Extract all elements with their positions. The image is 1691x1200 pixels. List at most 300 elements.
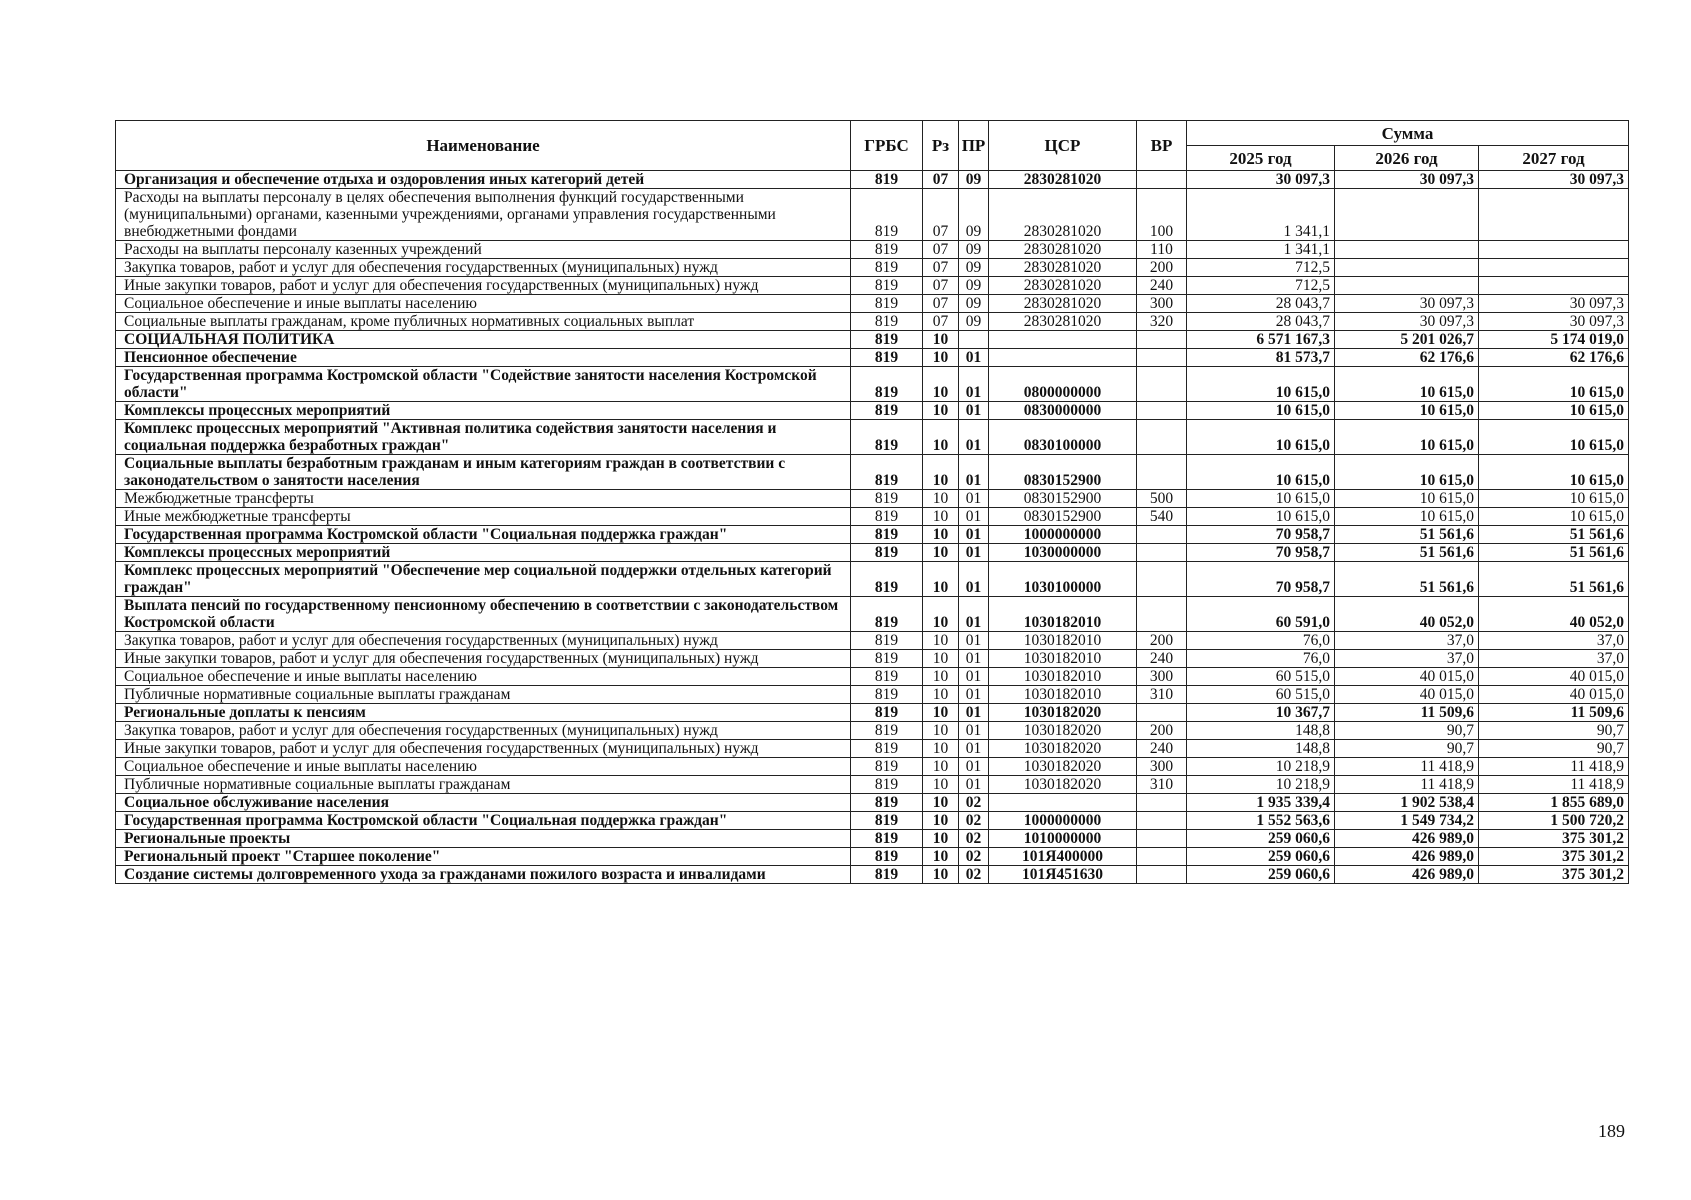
cell-sum-2027: 30 097,3 <box>1479 171 1629 189</box>
cell-rz: 10 <box>923 490 959 508</box>
cell-name: Государственная программа Костромской области "Содействие занятости населения Костромской области" <box>116 367 851 402</box>
cell-csr <box>989 331 1137 349</box>
header-year-2025: 2025 год <box>1187 146 1335 171</box>
cell-name: Комплекс процессных мероприятий "Обеспечение мер социальной поддержки отдельных категорий граждан" <box>116 562 851 597</box>
cell-pr: 01 <box>959 776 989 794</box>
cell-pr: 01 <box>959 597 989 632</box>
cell-sum-2027: 10 615,0 <box>1479 490 1629 508</box>
cell-pr: 09 <box>959 189 989 241</box>
cell-vr: 110 <box>1137 241 1187 259</box>
cell-sum-2027: 375 301,2 <box>1479 848 1629 866</box>
cell-sum-2025: 6 571 167,3 <box>1187 331 1335 349</box>
cell-sum-2026: 51 561,6 <box>1335 544 1479 562</box>
cell-grbs: 819 <box>851 490 923 508</box>
cell-rz: 10 <box>923 349 959 367</box>
cell-sum-2027: 10 615,0 <box>1479 420 1629 455</box>
cell-sum-2027: 40 015,0 <box>1479 686 1629 704</box>
cell-rz: 10 <box>923 455 959 490</box>
cell-grbs: 819 <box>851 189 923 241</box>
cell-csr: 2830281020 <box>989 259 1137 277</box>
header-name: Наименование <box>116 121 851 171</box>
cell-rz: 10 <box>923 812 959 830</box>
cell-csr: 2830281020 <box>989 295 1137 313</box>
cell-name: Социальные выплаты гражданам, кроме публичных нормативных социальных выплат <box>116 313 851 331</box>
cell-sum-2025: 10 218,9 <box>1187 776 1335 794</box>
cell-sum-2025: 10 615,0 <box>1187 508 1335 526</box>
cell-grbs: 819 <box>851 295 923 313</box>
cell-csr: 2830281020 <box>989 189 1137 241</box>
cell-grbs: 819 <box>851 313 923 331</box>
cell-csr: 101Я400000 <box>989 848 1137 866</box>
table-row <box>116 776 1629 794</box>
cell-vr: 200 <box>1137 722 1187 740</box>
cell-sum-2026: 30 097,3 <box>1335 313 1479 331</box>
cell-vr <box>1137 367 1187 402</box>
cell-sum-2025: 10 615,0 <box>1187 455 1335 490</box>
cell-sum-2027: 11 418,9 <box>1479 776 1629 794</box>
cell-grbs: 819 <box>851 562 923 597</box>
cell-sum-2026: 11 418,9 <box>1335 758 1479 776</box>
header-sum: Сумма <box>1187 121 1629 146</box>
cell-grbs: 819 <box>851 171 923 189</box>
cell-sum-2027: 1 500 720,2 <box>1479 812 1629 830</box>
cell-pr: 01 <box>959 632 989 650</box>
header-rz: Рз <box>923 121 959 171</box>
table-row <box>116 241 1629 259</box>
cell-rz: 07 <box>923 189 959 241</box>
header-year-2027: 2027 год <box>1479 146 1629 171</box>
cell-csr: 1030182020 <box>989 722 1137 740</box>
cell-sum-2027: 37,0 <box>1479 632 1629 650</box>
header-year-2026: 2026 год <box>1335 146 1479 171</box>
cell-pr: 09 <box>959 277 989 295</box>
cell-csr <box>989 794 1137 812</box>
cell-vr <box>1137 794 1187 812</box>
cell-name: Закупка товаров, работ и услуг для обеспечения государственных (муниципальных) нужд <box>116 722 851 740</box>
cell-sum-2025: 1 552 563,6 <box>1187 812 1335 830</box>
header-csr: ЦСР <box>989 121 1137 171</box>
cell-vr <box>1137 866 1187 884</box>
cell-sum-2027: 10 615,0 <box>1479 402 1629 420</box>
cell-sum-2026 <box>1335 277 1479 295</box>
cell-rz: 10 <box>923 508 959 526</box>
cell-rz: 10 <box>923 794 959 812</box>
table-row <box>116 277 1629 295</box>
cell-rz: 10 <box>923 562 959 597</box>
table-row <box>116 544 1629 562</box>
table-row <box>116 490 1629 508</box>
cell-csr: 0830000000 <box>989 402 1137 420</box>
table-row <box>116 830 1629 848</box>
cell-name: Государственная программа Костромской области "Социальная поддержка граждан" <box>116 526 851 544</box>
cell-rz: 10 <box>923 740 959 758</box>
cell-vr <box>1137 848 1187 866</box>
cell-name: СОЦИАЛЬНАЯ ПОЛИТИКА <box>116 331 851 349</box>
table-body <box>116 171 1629 884</box>
cell-name: Создание системы долговременного ухода за гражданами пожилого возраста и инвалидами <box>116 866 851 884</box>
cell-name: Комплекс процессных мероприятий "Активная политика содействия занятости населения и социальная поддержка безработных граждан" <box>116 420 851 455</box>
cell-grbs: 819 <box>851 686 923 704</box>
cell-sum-2025: 28 043,7 <box>1187 313 1335 331</box>
cell-sum-2026: 10 615,0 <box>1335 455 1479 490</box>
cell-csr: 0830100000 <box>989 420 1137 455</box>
cell-pr: 09 <box>959 171 989 189</box>
cell-vr <box>1137 526 1187 544</box>
table-row <box>116 402 1629 420</box>
cell-vr: 300 <box>1137 668 1187 686</box>
cell-name: Расходы на выплаты персоналу казенных учреждений <box>116 241 851 259</box>
cell-rz: 10 <box>923 776 959 794</box>
cell-csr: 0800000000 <box>989 367 1137 402</box>
cell-sum-2026: 10 615,0 <box>1335 508 1479 526</box>
cell-vr <box>1137 402 1187 420</box>
cell-name: Публичные нормативные социальные выплаты гражданам <box>116 686 851 704</box>
cell-sum-2027: 40 052,0 <box>1479 597 1629 632</box>
cell-sum-2025: 10 615,0 <box>1187 402 1335 420</box>
cell-sum-2025: 30 097,3 <box>1187 171 1335 189</box>
cell-rz: 10 <box>923 544 959 562</box>
cell-pr: 01 <box>959 562 989 597</box>
cell-rz: 10 <box>923 758 959 776</box>
cell-sum-2027: 51 561,6 <box>1479 562 1629 597</box>
cell-grbs: 819 <box>851 277 923 295</box>
cell-sum-2027: 11 418,9 <box>1479 758 1629 776</box>
cell-pr: 01 <box>959 722 989 740</box>
cell-sum-2026 <box>1335 241 1479 259</box>
cell-name: Региональный проект "Старшее поколение" <box>116 848 851 866</box>
page-number: 189 <box>1598 1121 1625 1141</box>
cell-sum-2026 <box>1335 259 1479 277</box>
cell-sum-2027: 37,0 <box>1479 650 1629 668</box>
cell-sum-2025: 10 615,0 <box>1187 367 1335 402</box>
cell-sum-2025: 28 043,7 <box>1187 295 1335 313</box>
cell-sum-2027: 51 561,6 <box>1479 544 1629 562</box>
cell-sum-2027: 90,7 <box>1479 740 1629 758</box>
cell-sum-2027: 375 301,2 <box>1479 830 1629 848</box>
cell-sum-2026 <box>1335 189 1479 241</box>
cell-rz: 10 <box>923 704 959 722</box>
cell-sum-2027: 40 015,0 <box>1479 668 1629 686</box>
cell-grbs: 819 <box>851 740 923 758</box>
table-row <box>116 650 1629 668</box>
cell-csr: 2830281020 <box>989 241 1137 259</box>
header-vr: ВР <box>1137 121 1187 171</box>
cell-name: Закупка товаров, работ и услуг для обеспечения государственных (муниципальных) нужд <box>116 259 851 277</box>
cell-vr <box>1137 331 1187 349</box>
cell-sum-2025: 10 615,0 <box>1187 490 1335 508</box>
cell-sum-2027: 30 097,3 <box>1479 295 1629 313</box>
cell-name: Публичные нормативные социальные выплаты гражданам <box>116 776 851 794</box>
cell-grbs: 819 <box>851 544 923 562</box>
cell-sum-2026: 1 549 734,2 <box>1335 812 1479 830</box>
cell-sum-2027: 51 561,6 <box>1479 526 1629 544</box>
cell-pr: 01 <box>959 420 989 455</box>
cell-grbs: 819 <box>851 848 923 866</box>
cell-pr: 02 <box>959 866 989 884</box>
cell-rz: 10 <box>923 866 959 884</box>
table-row <box>116 508 1629 526</box>
cell-pr: 02 <box>959 812 989 830</box>
cell-sum-2027 <box>1479 189 1629 241</box>
cell-vr <box>1137 830 1187 848</box>
cell-pr: 01 <box>959 650 989 668</box>
cell-sum-2025: 60 515,0 <box>1187 686 1335 704</box>
cell-csr: 1030182020 <box>989 740 1137 758</box>
cell-pr: 01 <box>959 402 989 420</box>
cell-grbs: 819 <box>851 455 923 490</box>
cell-name: Социальное обеспечение и иные выплаты населению <box>116 668 851 686</box>
cell-vr: 500 <box>1137 490 1187 508</box>
cell-rz: 10 <box>923 367 959 402</box>
cell-csr: 1030182010 <box>989 597 1137 632</box>
cell-name: Иные межбюджетные трансферты <box>116 508 851 526</box>
cell-pr: 02 <box>959 848 989 866</box>
cell-pr: 01 <box>959 758 989 776</box>
cell-csr: 1030182020 <box>989 704 1137 722</box>
cell-sum-2027: 375 301,2 <box>1479 866 1629 884</box>
cell-sum-2026: 37,0 <box>1335 650 1479 668</box>
cell-sum-2026: 11 509,6 <box>1335 704 1479 722</box>
cell-vr <box>1137 420 1187 455</box>
cell-grbs: 819 <box>851 812 923 830</box>
table-row <box>116 632 1629 650</box>
cell-sum-2025: 259 060,6 <box>1187 830 1335 848</box>
cell-rz: 07 <box>923 241 959 259</box>
cell-sum-2025: 1 935 339,4 <box>1187 794 1335 812</box>
table-row <box>116 526 1629 544</box>
cell-name: Пенсионное обеспечение <box>116 349 851 367</box>
cell-pr: 01 <box>959 349 989 367</box>
cell-grbs: 819 <box>851 508 923 526</box>
cell-vr <box>1137 812 1187 830</box>
cell-sum-2025: 10 367,7 <box>1187 704 1335 722</box>
cell-sum-2025: 1 341,1 <box>1187 189 1335 241</box>
cell-name: Межбюджетные трансферты <box>116 490 851 508</box>
cell-sum-2027: 62 176,6 <box>1479 349 1629 367</box>
cell-pr: 01 <box>959 490 989 508</box>
cell-rz: 10 <box>923 848 959 866</box>
cell-grbs: 819 <box>851 722 923 740</box>
cell-csr: 0830152900 <box>989 490 1137 508</box>
cell-csr: 2830281020 <box>989 313 1137 331</box>
cell-vr: 540 <box>1137 508 1187 526</box>
cell-name: Региональные доплаты к пенсиям <box>116 704 851 722</box>
cell-vr: 240 <box>1137 650 1187 668</box>
cell-sum-2026: 37,0 <box>1335 632 1479 650</box>
cell-sum-2025: 259 060,6 <box>1187 866 1335 884</box>
cell-pr: 02 <box>959 794 989 812</box>
cell-vr: 300 <box>1137 295 1187 313</box>
cell-sum-2025: 148,8 <box>1187 740 1335 758</box>
cell-sum-2026: 90,7 <box>1335 740 1479 758</box>
table-row <box>116 740 1629 758</box>
cell-vr: 310 <box>1137 686 1187 704</box>
cell-rz: 10 <box>923 650 959 668</box>
table-row <box>116 331 1629 349</box>
cell-csr: 101Я451630 <box>989 866 1137 884</box>
cell-pr: 09 <box>959 295 989 313</box>
cell-name: Социальное обеспечение и иные выплаты населению <box>116 758 851 776</box>
cell-rz: 10 <box>923 830 959 848</box>
cell-csr: 1000000000 <box>989 812 1137 830</box>
cell-rz: 10 <box>923 331 959 349</box>
cell-name: Региональные проекты <box>116 830 851 848</box>
cell-name: Социальное обеспечение и иные выплаты населению <box>116 295 851 313</box>
cell-grbs: 819 <box>851 349 923 367</box>
cell-pr: 02 <box>959 830 989 848</box>
cell-rz: 07 <box>923 277 959 295</box>
cell-pr <box>959 331 989 349</box>
cell-sum-2026: 40 015,0 <box>1335 668 1479 686</box>
cell-sum-2026: 10 615,0 <box>1335 402 1479 420</box>
cell-sum-2025: 81 573,7 <box>1187 349 1335 367</box>
cell-vr: 240 <box>1137 740 1187 758</box>
cell-grbs: 819 <box>851 830 923 848</box>
cell-grbs: 819 <box>851 632 923 650</box>
cell-grbs: 819 <box>851 758 923 776</box>
cell-name: Расходы на выплаты персоналу в целях обеспечения выполнения функций государственными (муниципальными) органами, казенными учреждениями, органами управления государственными внебюджетными фондами <box>116 189 851 241</box>
cell-rz: 10 <box>923 420 959 455</box>
cell-pr: 09 <box>959 241 989 259</box>
cell-grbs: 819 <box>851 794 923 812</box>
cell-sum-2027: 10 615,0 <box>1479 367 1629 402</box>
cell-csr: 1030182020 <box>989 758 1137 776</box>
cell-pr: 01 <box>959 686 989 704</box>
table-row <box>116 704 1629 722</box>
cell-vr: 240 <box>1137 277 1187 295</box>
header-pr: ПР <box>959 121 989 171</box>
table-row <box>116 189 1629 241</box>
cell-sum-2027: 5 174 019,0 <box>1479 331 1629 349</box>
cell-sum-2027 <box>1479 241 1629 259</box>
table-header <box>116 121 1629 171</box>
cell-grbs: 819 <box>851 367 923 402</box>
cell-sum-2025: 76,0 <box>1187 650 1335 668</box>
table-row <box>116 455 1629 490</box>
cell-csr <box>989 349 1137 367</box>
cell-csr: 2830281020 <box>989 171 1137 189</box>
table-row <box>116 866 1629 884</box>
cell-csr: 1030182010 <box>989 686 1137 704</box>
cell-grbs: 819 <box>851 402 923 420</box>
cell-grbs: 819 <box>851 331 923 349</box>
cell-vr <box>1137 544 1187 562</box>
table-row <box>116 686 1629 704</box>
cell-csr: 0830152900 <box>989 508 1137 526</box>
cell-rz: 10 <box>923 668 959 686</box>
cell-name: Государственная программа Костромской области "Социальная поддержка граждан" <box>116 812 851 830</box>
cell-vr: 320 <box>1137 313 1187 331</box>
table-row <box>116 812 1629 830</box>
table-row <box>116 794 1629 812</box>
cell-pr: 01 <box>959 508 989 526</box>
cell-sum-2026: 30 097,3 <box>1335 171 1479 189</box>
cell-name: Иные закупки товаров, работ и услуг для обеспечения государственных (муниципальных) нужд <box>116 650 851 668</box>
cell-sum-2026: 426 989,0 <box>1335 830 1479 848</box>
cell-sum-2025: 712,5 <box>1187 277 1335 295</box>
cell-sum-2026: 5 201 026,7 <box>1335 331 1479 349</box>
cell-rz: 07 <box>923 313 959 331</box>
cell-sum-2025: 60 515,0 <box>1187 668 1335 686</box>
cell-sum-2027: 30 097,3 <box>1479 313 1629 331</box>
cell-sum-2027 <box>1479 259 1629 277</box>
cell-csr: 1030182010 <box>989 632 1137 650</box>
cell-sum-2025: 712,5 <box>1187 259 1335 277</box>
cell-grbs: 819 <box>851 704 923 722</box>
cell-sum-2025: 70 958,7 <box>1187 544 1335 562</box>
cell-sum-2026: 10 615,0 <box>1335 420 1479 455</box>
table-row <box>116 597 1629 632</box>
cell-sum-2026: 51 561,6 <box>1335 562 1479 597</box>
table-row <box>116 367 1629 402</box>
cell-name: Социальное обслуживание населения <box>116 794 851 812</box>
cell-csr: 1010000000 <box>989 830 1137 848</box>
cell-name: Социальные выплаты безработным гражданам и иным категориям граждан в соответствии с законодательством о занятости населения <box>116 455 851 490</box>
table-row <box>116 295 1629 313</box>
cell-sum-2026: 426 989,0 <box>1335 866 1479 884</box>
table-row <box>116 349 1629 367</box>
cell-vr <box>1137 704 1187 722</box>
cell-name: Иные закупки товаров, работ и услуг для обеспечения государственных (муниципальных) нужд <box>116 277 851 295</box>
cell-vr: 200 <box>1137 259 1187 277</box>
cell-sum-2025: 76,0 <box>1187 632 1335 650</box>
cell-grbs: 819 <box>851 776 923 794</box>
cell-pr: 01 <box>959 544 989 562</box>
cell-grbs: 819 <box>851 241 923 259</box>
cell-pr: 01 <box>959 526 989 544</box>
cell-rz: 07 <box>923 295 959 313</box>
cell-name: Иные закупки товаров, работ и услуг для обеспечения государственных (муниципальных) нужд <box>116 740 851 758</box>
cell-vr <box>1137 171 1187 189</box>
cell-name: Закупка товаров, работ и услуг для обеспечения государственных (муниципальных) нужд <box>116 632 851 650</box>
cell-sum-2025: 259 060,6 <box>1187 848 1335 866</box>
cell-rz: 10 <box>923 686 959 704</box>
cell-csr: 2830281020 <box>989 277 1137 295</box>
cell-grbs: 819 <box>851 526 923 544</box>
cell-sum-2026: 10 615,0 <box>1335 490 1479 508</box>
cell-pr: 09 <box>959 313 989 331</box>
cell-csr: 1030100000 <box>989 562 1137 597</box>
cell-sum-2027: 10 615,0 <box>1479 455 1629 490</box>
table-row <box>116 722 1629 740</box>
cell-sum-2025: 10 615,0 <box>1187 420 1335 455</box>
cell-sum-2025: 148,8 <box>1187 722 1335 740</box>
cell-pr: 01 <box>959 704 989 722</box>
cell-sum-2027: 90,7 <box>1479 722 1629 740</box>
cell-sum-2026: 40 052,0 <box>1335 597 1479 632</box>
cell-grbs: 819 <box>851 597 923 632</box>
table-row <box>116 313 1629 331</box>
cell-csr: 1030182010 <box>989 650 1137 668</box>
cell-pr: 09 <box>959 259 989 277</box>
cell-sum-2025: 1 341,1 <box>1187 241 1335 259</box>
cell-name: Организация и обеспечение отдыха и оздоровления иных категорий детей <box>116 171 851 189</box>
cell-sum-2025: 70 958,7 <box>1187 526 1335 544</box>
cell-rz: 10 <box>923 597 959 632</box>
cell-sum-2026: 40 015,0 <box>1335 686 1479 704</box>
cell-sum-2027 <box>1479 277 1629 295</box>
table-row <box>116 171 1629 189</box>
table-row <box>116 259 1629 277</box>
cell-vr: 300 <box>1137 758 1187 776</box>
cell-csr: 1030182010 <box>989 668 1137 686</box>
cell-sum-2027: 11 509,6 <box>1479 704 1629 722</box>
cell-pr: 01 <box>959 668 989 686</box>
cell-sum-2026: 90,7 <box>1335 722 1479 740</box>
cell-vr: 200 <box>1137 632 1187 650</box>
cell-pr: 01 <box>959 367 989 402</box>
table-row <box>116 848 1629 866</box>
